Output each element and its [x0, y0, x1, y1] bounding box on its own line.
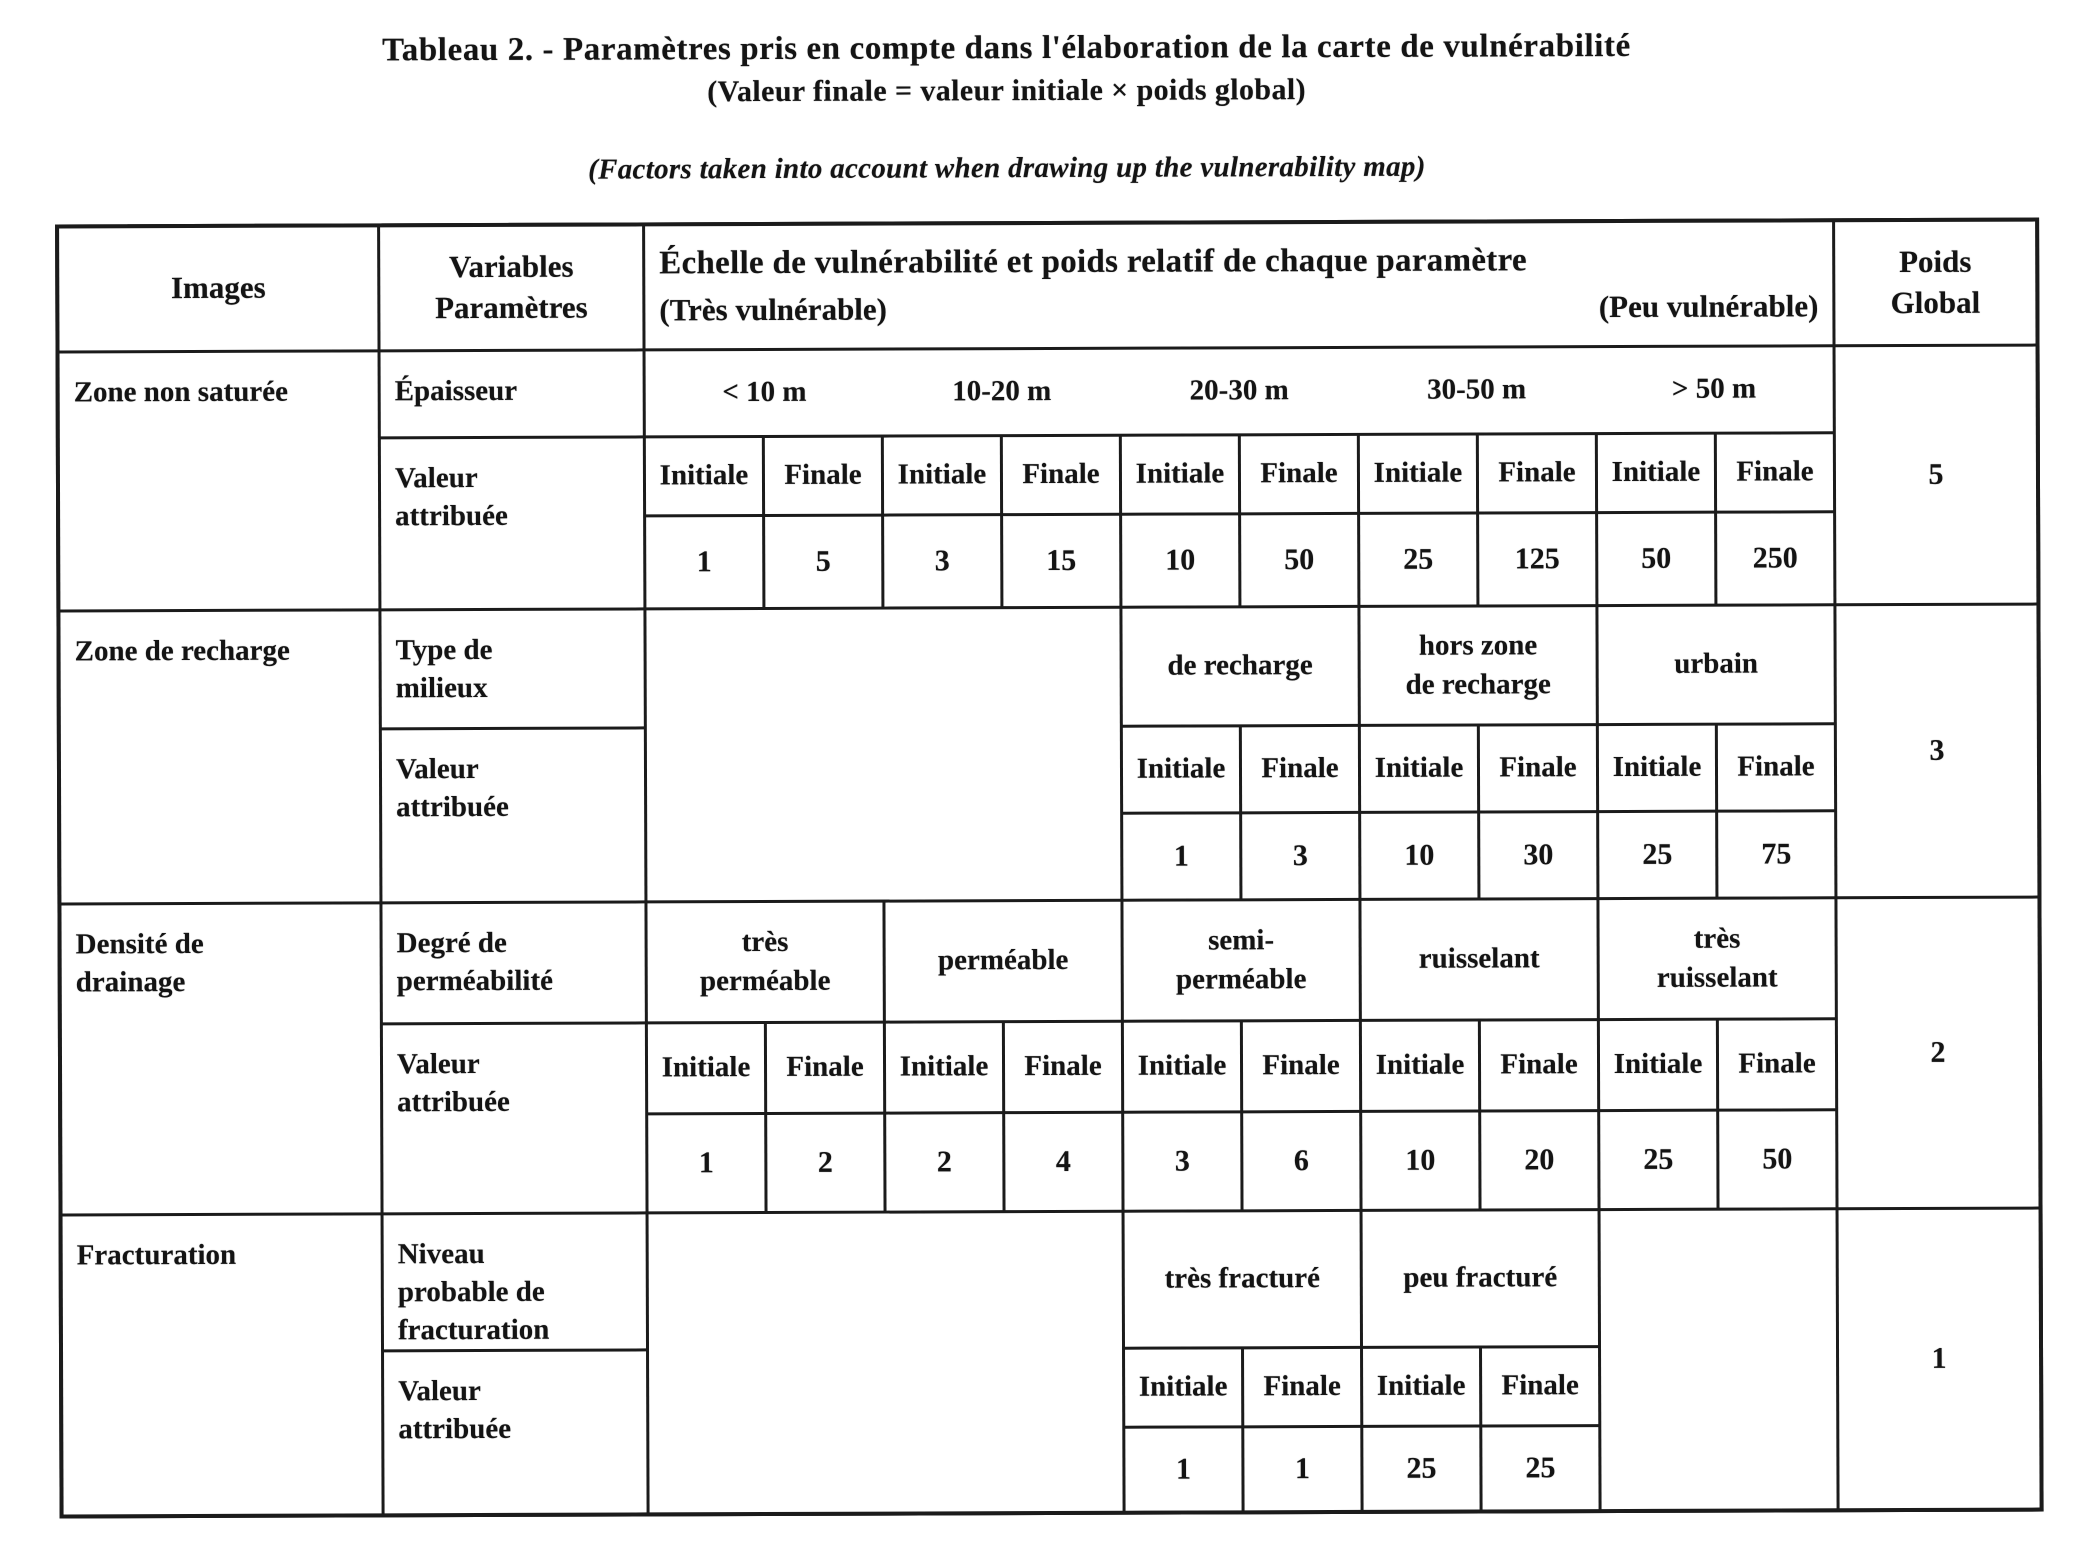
- category-cell: urbain: [1598, 606, 1833, 723]
- value-cell: 30: [1480, 813, 1596, 897]
- initiale-label: Initiale: [1600, 1020, 1716, 1108]
- value-cell: 4: [1005, 1113, 1121, 1209]
- header-images: Images: [59, 227, 377, 350]
- initiale-label: Initiale: [1125, 1349, 1241, 1425]
- finale-label: Finale: [1480, 726, 1596, 810]
- value-cell: 50: [1241, 514, 1357, 604]
- value-cell: 25: [1363, 1427, 1479, 1509]
- header-scale: [645, 222, 1832, 348]
- value-cell: 25: [1360, 514, 1476, 604]
- finale-label: Finale: [765, 437, 881, 513]
- vulnerability-parameters-table: [55, 217, 2044, 1518]
- page-subtitle: (Valeur finale = valeur initiale × poids global): [707, 72, 1307, 108]
- page-title: Tableau 2. - Paramètres pris en compte dans l'élaboration de la carte de vulnérabilité: [382, 27, 1631, 69]
- finale-label: Finale: [1241, 435, 1357, 511]
- value-row-label: Valeur attribuée: [384, 1351, 647, 1513]
- variable-label: Type de milieux: [381, 610, 643, 727]
- finale-label: Finale: [1481, 1021, 1597, 1109]
- image-label: Densité de drainage: [61, 904, 380, 1213]
- empty-cell: [646, 608, 1120, 900]
- category-cell: de recharge: [1122, 607, 1357, 724]
- value-cell: 1: [646, 517, 762, 607]
- value-cell: 20: [1481, 1112, 1597, 1208]
- variable-label: Degré de perméabilité: [382, 903, 644, 1022]
- value-cell: 3: [884, 516, 1000, 606]
- category-cell: 30-50 m: [1426, 373, 1527, 407]
- variable-label: Niveau probable de fracturation: [384, 1214, 646, 1349]
- initiale-label: Initiale: [1122, 436, 1238, 512]
- finale-label: Finale: [1242, 726, 1358, 810]
- category-cell: très ruisselant: [1599, 899, 1834, 1018]
- category-cell: ruisselant: [1361, 900, 1596, 1019]
- value-cell: 1: [1123, 814, 1239, 898]
- value-cell: 6: [1243, 1112, 1359, 1208]
- empty-cell: [1601, 1210, 1837, 1509]
- initiale-label: Initiale: [1598, 434, 1714, 510]
- finale-label: Finale: [1005, 1022, 1121, 1110]
- category-cell: 20-30 m: [1189, 374, 1289, 407]
- scale-title: Échelle de vulnérabilité et poids relatif de chaque paramètre: [659, 242, 1527, 282]
- value-cell: 3: [1242, 813, 1358, 897]
- finale-label: Finale: [1482, 1348, 1598, 1424]
- initiale-label: Initiale: [646, 438, 762, 514]
- value-cell: 125: [1479, 514, 1595, 604]
- category-cell: perméable: [885, 901, 1120, 1020]
- header-poids-global: Poids Global: [1835, 221, 2035, 344]
- poids-global-value: 5: [1836, 346, 2037, 603]
- image-label: Fracturation: [63, 1215, 382, 1514]
- value-row-label: Valeur attribuée: [383, 1024, 646, 1212]
- value-cell: 1: [1125, 1428, 1241, 1510]
- finale-label: Finale: [1479, 435, 1595, 511]
- header-variables: Variables Paramètres: [380, 226, 642, 349]
- poids-global-value: 2: [1837, 898, 2038, 1207]
- image-label: Zone non saturée: [60, 352, 379, 609]
- finale-label: Finale: [1717, 434, 1833, 510]
- value-cell: 250: [1717, 513, 1833, 603]
- value-cell: 5: [765, 516, 881, 606]
- initiale-label: Initiale: [648, 1024, 764, 1112]
- initiale-label: Initiale: [1362, 1021, 1478, 1109]
- poids-global-value: 3: [1836, 605, 2037, 896]
- value-row-label: Valeur attribuée: [382, 729, 645, 901]
- scale-peu-vulnerable: (Peu vulnérable): [1598, 288, 1819, 324]
- variable-label: Épaisseur: [381, 351, 643, 436]
- value-cell: 3: [1124, 1113, 1240, 1209]
- finale-label: Finale: [1718, 725, 1834, 809]
- initiale-label: Initiale: [886, 1023, 1002, 1111]
- value-cell: 25: [1600, 1111, 1716, 1207]
- value-cell: 2: [886, 1114, 1002, 1210]
- category-cell: < 10 m: [722, 376, 807, 409]
- initiale-label: Initiale: [884, 437, 1000, 513]
- value-cell: 1: [1244, 1427, 1360, 1509]
- value-cell: 10: [1362, 1112, 1478, 1208]
- initiale-label: Initiale: [1124, 1022, 1240, 1110]
- empty-cell: [649, 1212, 1123, 1512]
- value-cell: 1: [648, 1115, 764, 1211]
- category-cell: 10-20 m: [952, 375, 1052, 408]
- initiale-label: Initiale: [1599, 725, 1715, 809]
- value-row-label: Valeur attribuée: [381, 438, 644, 608]
- finale-label: Finale: [767, 1023, 883, 1111]
- initiale-label: Initiale: [1360, 435, 1476, 511]
- category-cell: très perméable: [647, 902, 882, 1021]
- category-cell: hors zone de recharge: [1360, 607, 1595, 724]
- category-cell: semi- perméable: [1123, 900, 1358, 1019]
- page-subtitle-english: (Factors taken into account when drawing up the vulnerability map): [588, 150, 1426, 186]
- value-cell: 75: [1718, 812, 1834, 896]
- value-cell: 10: [1361, 813, 1477, 897]
- value-cell: 50: [1598, 513, 1714, 603]
- value-cell: 25: [1482, 1427, 1598, 1509]
- finale-label: Finale: [1003, 436, 1119, 512]
- finale-label: Finale: [1244, 1348, 1360, 1424]
- category-cell: peu fracturé: [1363, 1211, 1598, 1346]
- category-cell: très fracturé: [1125, 1211, 1360, 1346]
- value-cell: 10: [1122, 515, 1238, 605]
- finale-label: Finale: [1719, 1020, 1835, 1108]
- finale-label: Finale: [1243, 1021, 1359, 1109]
- initiale-label: Initiale: [1123, 727, 1239, 811]
- image-label: Zone de recharge: [60, 611, 379, 902]
- value-cell: 15: [1003, 515, 1119, 605]
- scale-tres-vulnerable: (Très vulnérable): [659, 291, 888, 328]
- initiale-label: Initiale: [1361, 726, 1477, 810]
- value-cell: 50: [1719, 1111, 1835, 1207]
- title-block: [14, 23, 1999, 188]
- initiale-label: Initiale: [1363, 1348, 1479, 1424]
- value-cell: 25: [1599, 812, 1715, 896]
- category-strip: [646, 347, 1833, 435]
- poids-global-value: 1: [1839, 1209, 2040, 1508]
- category-cell: > 50 m: [1671, 372, 1757, 406]
- value-cell: 2: [767, 1114, 883, 1210]
